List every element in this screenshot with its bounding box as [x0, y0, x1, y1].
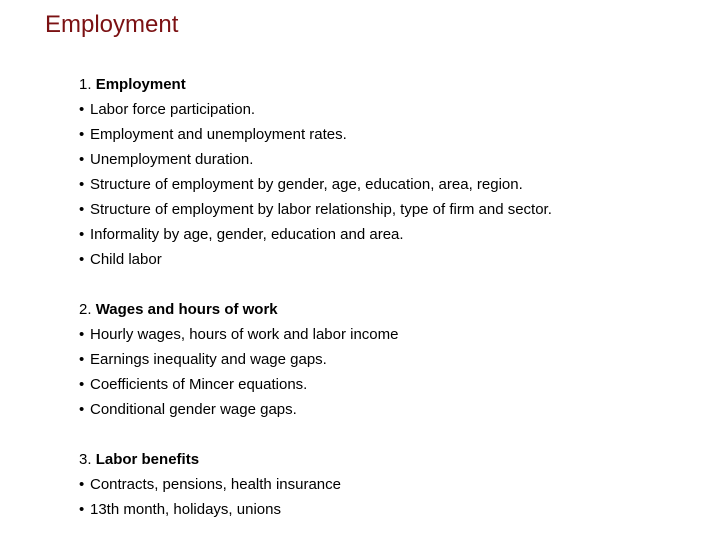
- list-item-text: Coefficients of Mincer equations.: [90, 376, 308, 393]
- list-item-text: Hourly wages, hours of work and labor income: [90, 326, 399, 343]
- section-labor-benefits: [79, 447, 709, 522]
- section-title: Employment: [95, 76, 186, 93]
- bullet-icon: •: [79, 151, 85, 168]
- bullet-icon: •: [79, 501, 85, 518]
- list-item-text: Child labor: [90, 251, 162, 268]
- section-number: 3.: [79, 451, 92, 468]
- section-heading: [79, 72, 709, 97]
- list-item: [79, 247, 709, 272]
- section-title: Wages and hours of work: [95, 301, 278, 318]
- bullet-icon: •: [79, 326, 85, 343]
- list-item-text: Labor force participation.: [90, 101, 256, 118]
- bullet-icon: •: [79, 476, 85, 493]
- list-item-text: 13th month, holidays, unions: [90, 501, 281, 518]
- bullet-icon: •: [79, 376, 85, 393]
- section-title: Labor benefits: [95, 451, 200, 468]
- list-item-text: Unemployment duration.: [90, 151, 254, 168]
- list-item: [79, 347, 709, 372]
- slide-title: Employment: [45, 11, 179, 38]
- list-item-text: Earnings inequality and wage gaps.: [90, 351, 327, 368]
- list-item: [79, 372, 709, 397]
- bullet-icon: •: [79, 351, 85, 368]
- bullet-icon: •: [79, 176, 85, 193]
- list-item: [79, 397, 709, 422]
- section-number: 2.: [79, 301, 92, 318]
- section-number: 1.: [79, 76, 92, 93]
- bullet-icon: •: [79, 201, 85, 218]
- section-wages-and-hours: [79, 297, 709, 422]
- list-item: [79, 122, 709, 147]
- list-item: [79, 197, 709, 222]
- list-item-text: Conditional gender wage gaps.: [90, 401, 297, 418]
- bullet-icon: •: [79, 226, 85, 243]
- section-employment: [79, 72, 709, 272]
- list-item-text: Employment and unemployment rates.: [90, 126, 347, 143]
- content-list: [79, 72, 709, 547]
- bullet-icon: •: [79, 251, 85, 268]
- list-item: [79, 147, 709, 172]
- list-item-text: Contracts, pensions, health insurance: [90, 476, 341, 493]
- section-heading: [79, 447, 709, 472]
- bullet-icon: •: [79, 126, 85, 143]
- list-item-text: Informality by age, gender, education and area.: [90, 226, 404, 243]
- list-item: [79, 472, 709, 497]
- list-item: [79, 497, 709, 522]
- list-item: [79, 322, 709, 347]
- section-heading: [79, 297, 709, 322]
- list-item: [79, 97, 709, 122]
- list-item: [79, 222, 709, 247]
- list-item: [79, 172, 709, 197]
- bullet-icon: •: [79, 401, 85, 418]
- list-item-text: Structure of employment by labor relationship, type of firm and sector.: [90, 201, 552, 218]
- list-item-text: Structure of employment by gender, age, education, area, region.: [90, 176, 523, 193]
- bullet-icon: •: [79, 101, 85, 118]
